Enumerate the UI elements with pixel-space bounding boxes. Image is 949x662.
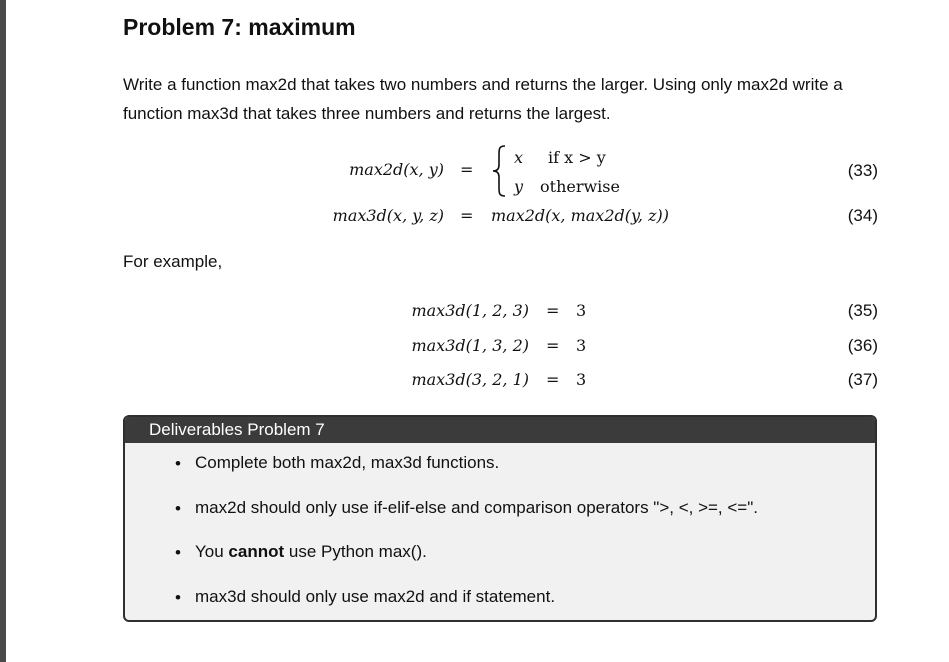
- list-item: [173, 453, 758, 498]
- example-equals: =: [546, 301, 560, 320]
- bullet-icon: •: [175, 543, 181, 562]
- intro-paragraph: Write a function max2d that takes two numbers and returns the larger. Using only max2d write a function max3d that takes three numbers and returns the largest.: [123, 75, 843, 123]
- list-item-text: max3d should only use max2d and if statement.: [195, 586, 556, 606]
- example-label: For example,: [123, 252, 223, 271]
- eq34-rhs: max2d(x, max2d(y, z)): [491, 206, 669, 225]
- list-item-text-post: use Python max().: [284, 542, 427, 561]
- left-edge-bar: [0, 0, 6, 662]
- eq33-case2-condition: otherwise: [540, 177, 620, 196]
- example-equals: =: [546, 370, 560, 389]
- eq34-number: (34): [847, 206, 878, 225]
- problem-title: Problem 7: maximum: [123, 14, 356, 40]
- list-item-text: Complete both max2d, max3d functions.: [195, 453, 500, 472]
- left-brace-icon: [491, 145, 507, 197]
- deliverables-box: [123, 415, 877, 622]
- list-item-text: max2d should only use if-elif-else and comparison operators ">, <, >=, <=".: [195, 497, 758, 517]
- eq33-number: (33): [847, 161, 878, 180]
- eq34-lhs: max3d(x, y, z): [332, 206, 444, 225]
- bullet-icon: •: [175, 454, 181, 473]
- example-equals: =: [546, 336, 560, 355]
- eq33-case2-value: y: [514, 177, 524, 196]
- example-rhs: 3: [576, 370, 587, 389]
- eq33-case1-condition: if x > y: [548, 148, 606, 167]
- eq33-case1-value: x: [514, 148, 524, 167]
- deliverables-list: [173, 453, 758, 622]
- eq33-equals: =: [460, 160, 474, 179]
- eq34-equals: =: [460, 206, 474, 225]
- example-lhs: max3d(1, 3, 2): [411, 336, 529, 355]
- example-number: (35): [847, 301, 878, 320]
- list-item: [173, 498, 758, 543]
- list-item-text-bold: cannot: [228, 542, 285, 561]
- bullet-icon: •: [175, 498, 181, 518]
- example-number: (37): [847, 370, 878, 389]
- example-lhs: max3d(1, 2, 3): [411, 301, 529, 320]
- example-rhs: 3: [576, 336, 587, 355]
- deliverables-header: Deliverables Problem 7: [125, 417, 875, 443]
- eq33-lhs: max2d(x, y): [349, 160, 444, 179]
- example-rhs: 3: [576, 301, 587, 320]
- example-lhs: max3d(3, 2, 1): [411, 370, 529, 389]
- list-item-text-pre: You: [195, 542, 229, 561]
- bullet-icon: •: [175, 587, 181, 607]
- example-number: (36): [847, 336, 878, 355]
- list-item: [173, 587, 758, 623]
- list-item: [173, 542, 758, 587]
